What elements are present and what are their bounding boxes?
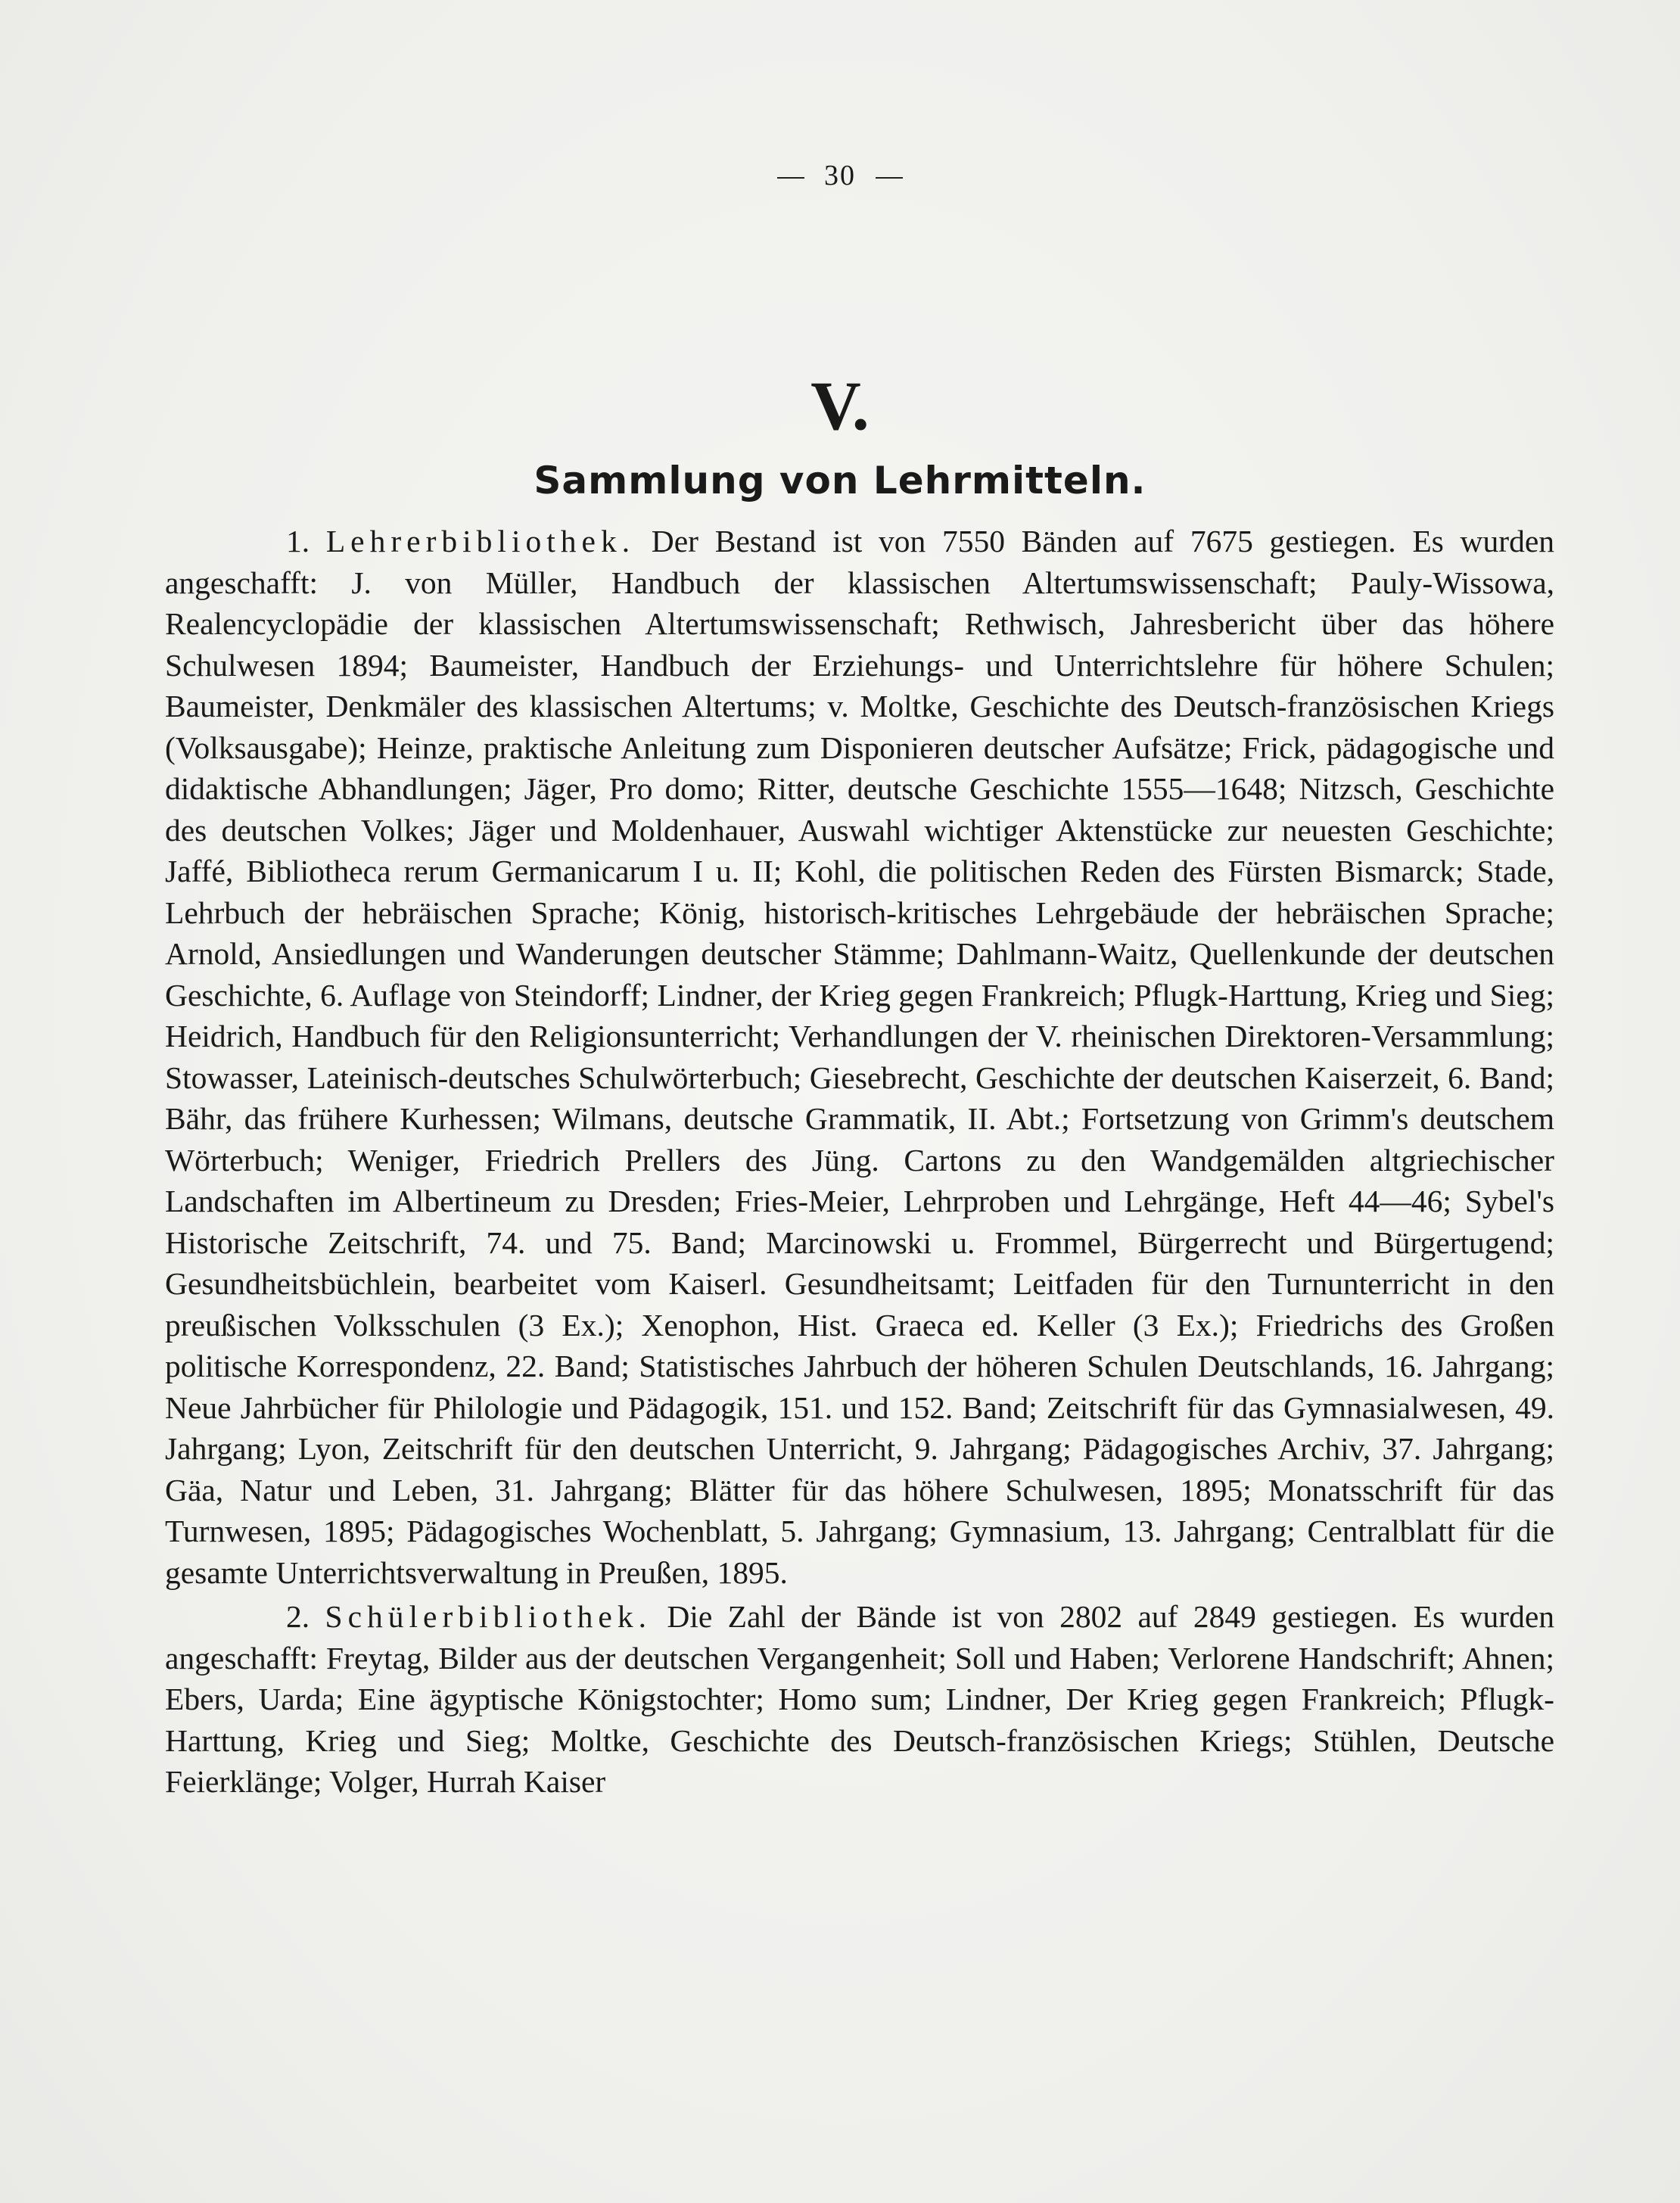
- chapter-title: Sammlung von Lehrmitteln.: [534, 459, 1146, 503]
- section-number: 1.: [286, 524, 310, 559]
- body-text: [165, 521, 1554, 1803]
- page-number-value: 30: [824, 160, 856, 191]
- dash-right: [876, 177, 903, 179]
- section-schuelerbibliothek: [165, 1596, 1554, 1803]
- section-heading: Lehrerbibliothek.: [325, 524, 636, 559]
- dash-left: [777, 177, 804, 179]
- section-text: Die Zahl der Bände ist von 2802 auf 2849 gestiegen. Es wurden angeschafft: Freytag, Bilder aus der deutschen Vergangenheit; Soll und Haben; Verlorene Handschrift; Ahnen; Ebers, Uarda; Eine ägyptische Königstochter; Homo sum; Lindner, Der Krieg gegen Frankreich; Pflugk-Harttung, Krieg und Sieg; Moltke, Geschichte des Deutsch-französischen Kriegs; Stühlen, Deutsche Feierklänge; Volger, Hurrah Kaiser: [165, 1599, 1555, 1799]
- chapter-numeral: V.: [810, 367, 870, 444]
- section-text: Der Bestand ist von 7550 Bänden auf 7675 gestiegen. Es wurden angeschafft: J. von Müller, Handbuch der klassischen Altertumswissenschaft; Pauly-Wissowa, Realencyclopädie der klassischen Altertumswissenschaft; Rethwisch, Jahresbericht über das höhere Schulwesen 1894; Baumeister, Handbuch der Erziehungs- und Unterrichtslehre für höhere Schulen; Baumeister, Denkmäler des klassischen Altertums; v. Moltke, Geschichte des Deutsch-französischen Kriegs (Volksausgabe); Heinze, praktische Anleitung zum Disponieren deutscher Aufsätze; Frick, pädagogische und didaktische Abhandlungen; Jäger, Pro domo; Ritter, deutsche Geschichte 1555—1648; Nitzsch, Geschichte des deutschen Volkes; Jäger und Moldenhauer, Auswahl wichtiger Aktenstücke zur neuesten Geschichte; Jaffé, Bibliotheca rerum Germanicarum I u. II; Kohl, die politischen Reden des Fürsten Bismarck; Stade, Lehrbuch der hebräischen Sprache; König, historisch-kritisches Lehrgebäude der hebräischen Sprache; Arnold, Ansiedlungen und Wanderungen deutscher Stämme; Dahlmann-Waitz, Quellenkunde der deutschen Geschichte, 6. Auflage von Steindorff; Lindner, der Krieg gegen Frankreich; Pflugk-Harttung, Krieg und Sieg; Heidrich, Handbuch für den Religionsunterricht; Verhandlungen der V. rheinischen Direktoren-Versammlung; Stowasser, Lateinisch-deutsches Schulwörterbuch; Giesebrecht, Geschichte der deutschen Kaiserzeit, 6. Band; Bähr, das frühere Kurhessen; Wilmans, deutsche Grammatik, II. Abt.; Fortsetzung von Grimm's deutschem Wörterbuch; Weniger, Friedrich Prellers des Jüng. Cartons zu den Wandgemälden altgriechischer Landschaften im Albertineum zu Dresden; Fries-Meier, Lehrproben und Lehrgänge, Heft 44—46; Sybel's Historische Zeitschrift, 74. und 75. Band; Marcinowski u. Frommel, Bürgerrecht und Bürgertugend; Gesundheitsbüchlein, bearbeitet vom Kaiserl. Gesundheitsamt; Leitfaden für den Turnunterricht in den preußischen Volksschulen (3 Ex.); Xenophon, Hist. Graeca ed. Keller (3 Ex.); Friedrichs des Großen politische Korrespondenz, 22. Band; Statistisches Jahrbuch der höheren Schulen Deutschlands, 16. Jahrgang; Neue Jahrbücher für Philologie und Pädagogik, 151. und 152. Band; Zeitschrift für das Gymnasialwesen, 49. Jahrgang; Lyon, Zeitschrift für den deutschen Unterricht, 9. Jahrgang; Pädagogisches Archiv, 37. Jahrgang; Gäa, Natur und Leben, 31. Jahrgang; Blätter für das höhere Schulwesen, 1895; Monatsschrift für das Turnwesen, 1895; Pädagogisches Wochenblatt, 5. Jahrgang; Gymnasium, 13. Jahrgang; Centralblatt für die gesamte Unterrichtsverwaltung in Preußen, 1895.: [165, 524, 1554, 1590]
- page-number: [0, 159, 1680, 192]
- section-heading: Schülerbibliothek.: [325, 1599, 652, 1634]
- section-lehrerbibliothek: [165, 521, 1554, 1593]
- section-number: 2.: [286, 1599, 310, 1634]
